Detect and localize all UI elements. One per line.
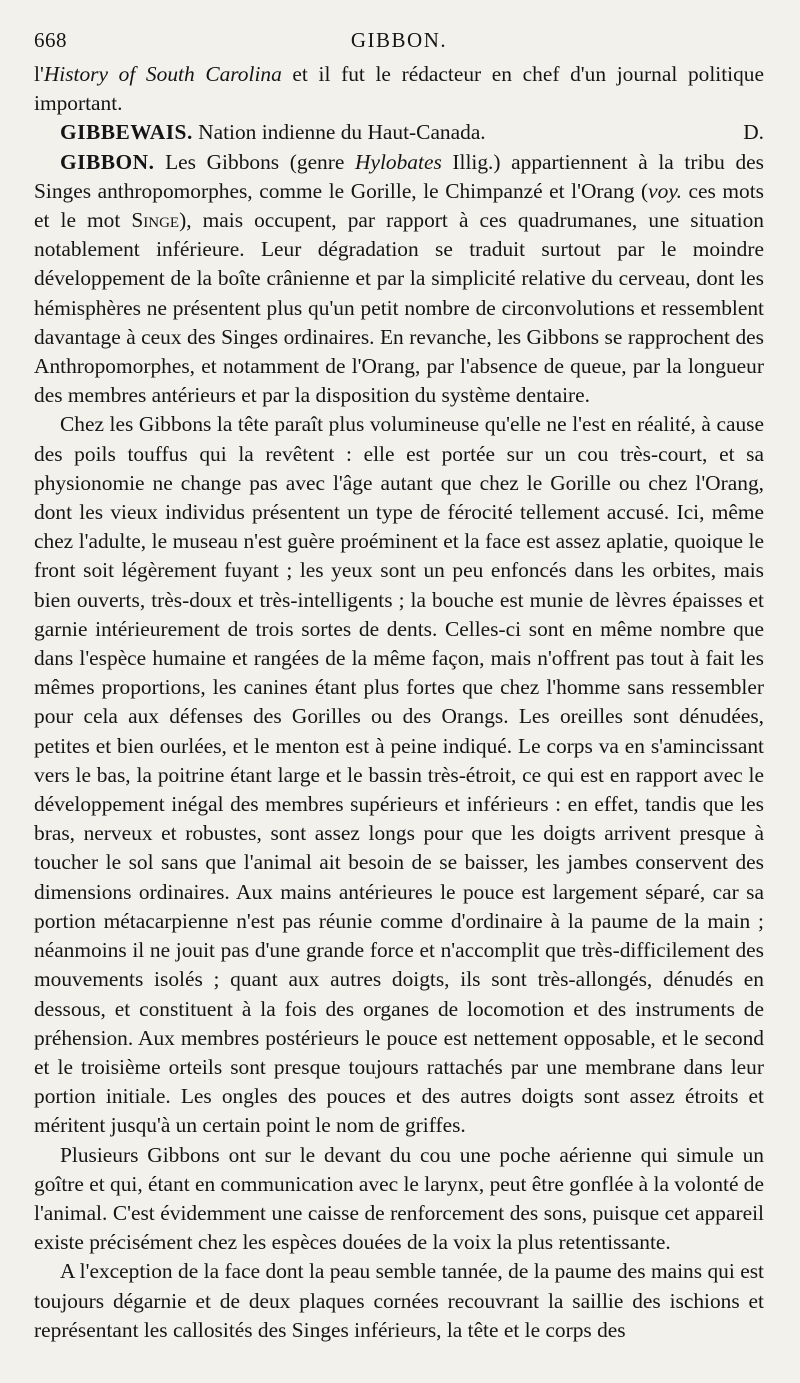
book-title: History of South Carolina [43,62,282,86]
cross-reference-voy: voy. [648,178,682,203]
entry-gibbon-paragraph-4: A l'exception de la face dont la peau semble tannée, de la paume des mains qui est toujours dégarnie et de deux plaques cornées recouvrant la saillie des ischions et représentant les callosités des Singes inférieurs, la tête et le corps des [34,1259,764,1342]
continuation-text: et il fut le rédacteur en chef d'un journal politique important. [34,62,764,116]
entry-gibbon-paragraph-2: Chez les Gibbons la tête paraît plus volumineuse qu'elle ne l'est en réalité, à cause des poils touffus qui la revêtent : elle est portée sur un cou très-court, et sa physionomie ne change pas avec l'âge autant que chez le Gorille ou chez l'Orang, dont les vieux individus présentent un type de férocité tellement accusé. Ici, même chez l'adulte, le museau n'est guère proéminent et la face est assez aplatie, quoique le front soit légèrement fuyant ; les yeux sont un peu enfoncés dans les orbites, mais bien ouverts, très-doux et très-intelligents ; la bouche est munie de lèvres épaisses et garnie intérieurement de trois sortes de dents. Celles-ci sont en même nombre que dans l'espèce humaine et rangées de la même façon, mais n'offrent pas tout à fait les mêmes proportions, les canines étant plus fortes que chez l'homme sans ressembler pour cela aux défenses des Gorilles ou des Orangs. Les oreilles sont dénudées, petites et bien ourlées, et le menton est à peine indiqué. Le corps va en s'amincissant vers le bas, la poitrine étant large et le bassin très-étroit, ce qui est en rapport avec le développement inégal des membres supérieurs et inférieurs : en effet, tandis que les bras, nerveux et robustes, sont assez longs pour que les doigts arrivent presque à toucher le sol sans que l'animal ait besoin de se baisser, les jambes conservent des dimensions ordinaires. Aux mains antérieures le pouce est largement séparé, car sa portion métacarpienne n'est pas réunie comme d'ordinaire à la paume de la main ; néanmoins il ne jouit pas d'une grande force et n'accomplit que très-difficilement des mouvements isolés ; quant aux autres doigts, ils sont très-allongés, dénudés en dessous, et constituent à la fois des organes de locomotion et des instruments de préhension. Aux membres postérieurs le pouce est nettement opposable, et le second et le troisième orteils sont presque toujours rattachés par une membrane dans leur portion initiale. Les ongles des pouces et des autres doigts sont assez étroits et méritent jusqu'à un certain point le nom de griffes. [34,412,764,1138]
entry-gibbewais [34,118,764,147]
entry-gibbewais-text: Nation indienne du Haut-Canada. [192,120,486,145]
running-head: GIBBON. [350,28,448,52]
page-header [34,28,764,60]
headword-gibbewais: GIBBEWAIS. [60,120,193,145]
continuation-prefix: l' [34,62,44,86]
entry-gibbon-paragraph-1 [34,148,764,411]
gibbon-p1-b: Illig.) appartiennent à la tribu des Singes anthropomorphes, comme le Gorille, le Chimpanzé et l'Orang ( [34,149,764,203]
headword-gibbon: GIBBON. [60,149,155,174]
gibbon-p1-a: Les Gibbons (genre [154,149,356,174]
genus-name: Hylobates [355,149,442,174]
author-signature: D. [743,120,764,145]
page-number: 668 [34,28,67,52]
gibbon-p1-c: ces mots et le mot [34,178,765,233]
body-text [34,60,764,1345]
cross-reference-singe: Singe [131,208,180,233]
continuation-paragraph [34,60,764,118]
gibbon-p1-d: ), mais occupent, par rapport à ces quadrumanes, une situation notablement inférieure. Leur dégradation se traduit surtout par le moindre développement de la boîte crânienne et par la simplicité relative du cerveau, dont les hémisphères ne présentent plus qu'un petit nombre de circonvolutions et ressemblent davantage à ceux des Singes ordinaires. En revanche, les Gibbons se rapprochent des Anthropomorphes, et notamment de l'Orang, par l'absence de queue, par la longueur des membres antérieurs et par la disposition du système dentaire. [34,208,764,408]
entry-gibbon-paragraph-3: Plusieurs Gibbons ont sur le devant du cou une poche aérienne qui simule un goître et qui, étant en communication avec le larynx, peut être gonflée à la volonté de l'animal. C'est évidemment une caisse de renforcement des sons, puisque cet appareil existe précisément chez les espèces douées de la voix la plus retentissante. [34,1142,764,1255]
